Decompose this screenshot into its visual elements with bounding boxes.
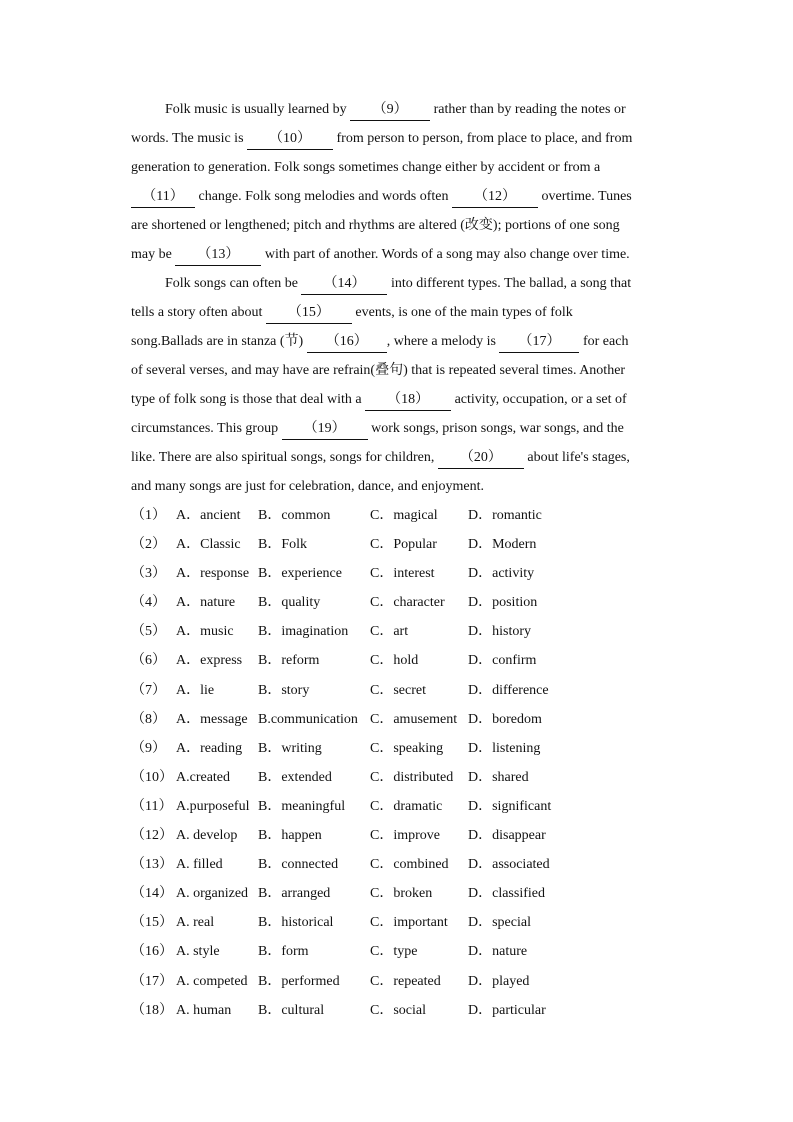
option-row [131, 850, 666, 879]
option-d: D．boredom [468, 711, 542, 727]
option-a: A．express [176, 653, 243, 669]
option-d: D．associated [468, 857, 550, 873]
passage-line [131, 356, 666, 385]
option-row [131, 734, 666, 763]
option-a: A. style [176, 944, 220, 960]
passage-line [131, 443, 666, 472]
option-b: B．happen [258, 828, 322, 844]
option-d: D．romantic [468, 508, 542, 523]
option-b: B．writing [258, 740, 322, 756]
option-d: D．history [468, 624, 531, 640]
passage-text: of several verses, and may have are refrain(叠句) that is repeated several times. Another [131, 363, 626, 378]
passage-line [131, 298, 666, 327]
option-row [131, 676, 666, 705]
option-a: A. filled [176, 857, 223, 873]
passage-line [131, 240, 666, 269]
question-number: （1） [131, 508, 166, 523]
option-d: D．disappear [468, 828, 546, 844]
option-row [131, 821, 666, 850]
option-c: C．character [370, 595, 445, 611]
option-c: C．repeated [370, 973, 441, 989]
passage-line [131, 385, 666, 414]
option-d: D．difference [468, 682, 549, 698]
option-b: B．performed [258, 973, 340, 989]
question-number: （15） [131, 915, 173, 931]
passage-text: , where a melody is [386, 334, 500, 349]
passage-line [131, 327, 666, 356]
option-b: B．common [258, 508, 331, 523]
answer-blank-10: （10） [247, 129, 333, 150]
answer-blank-19: （19） [282, 419, 368, 440]
question-number: （4） [131, 595, 166, 611]
option-b: B．experience [258, 566, 342, 582]
option-d: D．played [468, 973, 530, 989]
option-row [131, 996, 666, 1025]
option-c: C．magical [370, 508, 438, 523]
option-b: B．story [258, 682, 310, 698]
option-b: B．historical [258, 915, 334, 931]
passage-text: overtime. Tunes [538, 189, 632, 204]
option-row [131, 792, 666, 821]
option-c: C．broken [370, 886, 433, 902]
passage-text: from person to person, from place to place, and from [333, 131, 633, 146]
answer-blank-18: （18） [365, 390, 451, 411]
option-row [131, 646, 666, 675]
passage-text: with part of another. Words of a song may also change over time. [261, 247, 630, 262]
passage-text: type of folk song is those that deal with a [131, 392, 366, 407]
passage-text: activity, occupation, or a set of [451, 392, 627, 407]
passage-text: generation to generation. Folk songs sometimes change either by accident or from a [131, 160, 601, 175]
answer-blank-13: （13） [175, 245, 261, 266]
answer-blank-14: （14） [301, 274, 387, 295]
answer-blank-11: （11） [131, 187, 195, 208]
question-number: （17） [131, 973, 173, 989]
option-b: B．imagination [258, 624, 349, 640]
passage-line [131, 182, 666, 211]
option-b: B．form [258, 944, 309, 960]
option-a: A. organized [176, 886, 249, 902]
options-list [131, 501, 666, 1025]
passage-text: and many songs are just for celebration, dance, and enjoyment. [131, 479, 484, 494]
question-number: （16） [131, 944, 173, 960]
option-row [131, 967, 666, 996]
answer-blank-17: （17） [499, 332, 579, 353]
option-b: B．Folk [258, 537, 308, 553]
passage-text: work songs, prison songs, war songs, and the [367, 421, 624, 436]
passage-text: song.Ballads are in stanza (节) [131, 334, 307, 349]
option-d: D．particular [468, 1002, 546, 1018]
option-row [131, 763, 666, 792]
option-b: B.communication [258, 711, 358, 727]
option-b: B．reform [258, 653, 320, 669]
option-row [131, 530, 666, 559]
passage-line [131, 472, 666, 501]
question-number: （6） [131, 653, 166, 669]
option-c: C．hold [370, 653, 419, 669]
passage-text: may be [131, 247, 176, 262]
option-a: A．reading [176, 740, 243, 756]
passage-text: Folk music is usually learned by [165, 102, 351, 117]
answer-blank-16: （16） [307, 332, 387, 353]
option-b: B．connected [258, 857, 339, 873]
document-page [131, 95, 666, 1025]
option-a: A．lie [176, 682, 215, 698]
option-row [131, 908, 666, 937]
answer-blank-20: （20） [438, 448, 524, 469]
option-c: C．important [370, 915, 448, 931]
question-number: （11） [131, 798, 173, 814]
passage [131, 95, 666, 501]
passage-text: Folk songs can often be [165, 276, 302, 291]
passage-text: rather than by reading the notes or [430, 102, 626, 117]
option-row [131, 705, 666, 734]
question-number: （2） [131, 537, 166, 553]
option-row [131, 501, 666, 530]
question-number: （9） [131, 740, 166, 756]
option-a: A．message [176, 711, 248, 727]
answer-blank-12: （12） [452, 187, 538, 208]
option-a: A. develop [176, 828, 238, 844]
passage-text: tells a story often about [131, 305, 266, 320]
option-a: A.created [176, 769, 231, 785]
option-d: D．activity [468, 566, 535, 582]
passage-line [131, 211, 666, 240]
question-number: （12） [131, 828, 173, 844]
option-b: B．arranged [258, 886, 331, 902]
option-c: C．Popular [370, 537, 437, 553]
option-b: B．extended [258, 769, 332, 785]
option-d: D．listening [468, 740, 541, 756]
question-number: （10） [131, 769, 173, 785]
option-row [131, 937, 666, 966]
passage-line [131, 269, 666, 298]
option-d: D．classified [468, 886, 545, 902]
passage-text: circumstances. This group [131, 421, 282, 436]
option-a: A．music [176, 624, 234, 640]
option-a: A．ancient [176, 508, 241, 523]
passage-text: change. Folk song melodies and words often [195, 189, 453, 204]
option-c: C．art [370, 624, 409, 640]
option-c: C．social [370, 1002, 426, 1018]
option-d: D．special [468, 915, 531, 931]
question-number: （8） [131, 711, 166, 727]
option-a: A. human [176, 1002, 232, 1018]
option-c: C．combined [370, 857, 449, 873]
passage-text: into different types. The ballad, a song that [387, 276, 632, 291]
passage-text: are shortened or lengthened; pitch and rhythms are altered (改变); portions of one song [131, 218, 620, 233]
question-number: （5） [131, 624, 166, 640]
question-number: （3） [131, 566, 166, 582]
option-b: B．cultural [258, 1002, 325, 1018]
option-c: C．improve [370, 828, 440, 844]
option-c: C．secret [370, 682, 426, 698]
question-number: （14） [131, 886, 173, 902]
option-row [131, 559, 666, 588]
question-number: （7） [131, 682, 166, 698]
option-b: B．quality [258, 595, 321, 611]
option-a: A. real [176, 915, 215, 931]
option-row [131, 879, 666, 908]
passage-line [131, 95, 666, 124]
option-c: C．speaking [370, 740, 444, 756]
passage-text: words. The music is [131, 131, 248, 146]
option-d: D．shared [468, 769, 529, 785]
option-a: A．nature [176, 595, 236, 611]
option-d: D．Modern [468, 537, 537, 553]
option-d: D．nature [468, 944, 528, 960]
option-a: A．response [176, 566, 250, 582]
option-c: C．type [370, 944, 418, 960]
option-c: C．distributed [370, 769, 454, 785]
option-d: D．significant [468, 798, 552, 814]
option-b: B．meaningful [258, 798, 346, 814]
option-d: D．confirm [468, 653, 537, 669]
passage-line [131, 124, 666, 153]
passage-text: like. There are also spiritual songs, songs for children, [131, 450, 438, 465]
option-row [131, 588, 666, 617]
passage-text: about life's stages, [523, 450, 630, 465]
option-d: D．position [468, 595, 538, 611]
passage-line [131, 414, 666, 443]
option-c: C．amusement [370, 711, 458, 727]
option-a: A. competed [176, 973, 248, 989]
option-a: A.purposeful [176, 798, 250, 814]
question-number: （18） [131, 1002, 173, 1018]
passage-line [131, 153, 666, 182]
answer-blank-9: （9） [350, 100, 430, 121]
passage-text: for each [579, 334, 629, 349]
passage-text: events, is one of the main types of folk [351, 305, 573, 320]
answer-blank-15: （15） [266, 303, 352, 324]
option-row [131, 617, 666, 646]
option-a: A．Classic [176, 537, 241, 553]
option-c: C．interest [370, 566, 435, 582]
option-c: C．dramatic [370, 798, 443, 814]
question-number: （13） [131, 857, 173, 873]
